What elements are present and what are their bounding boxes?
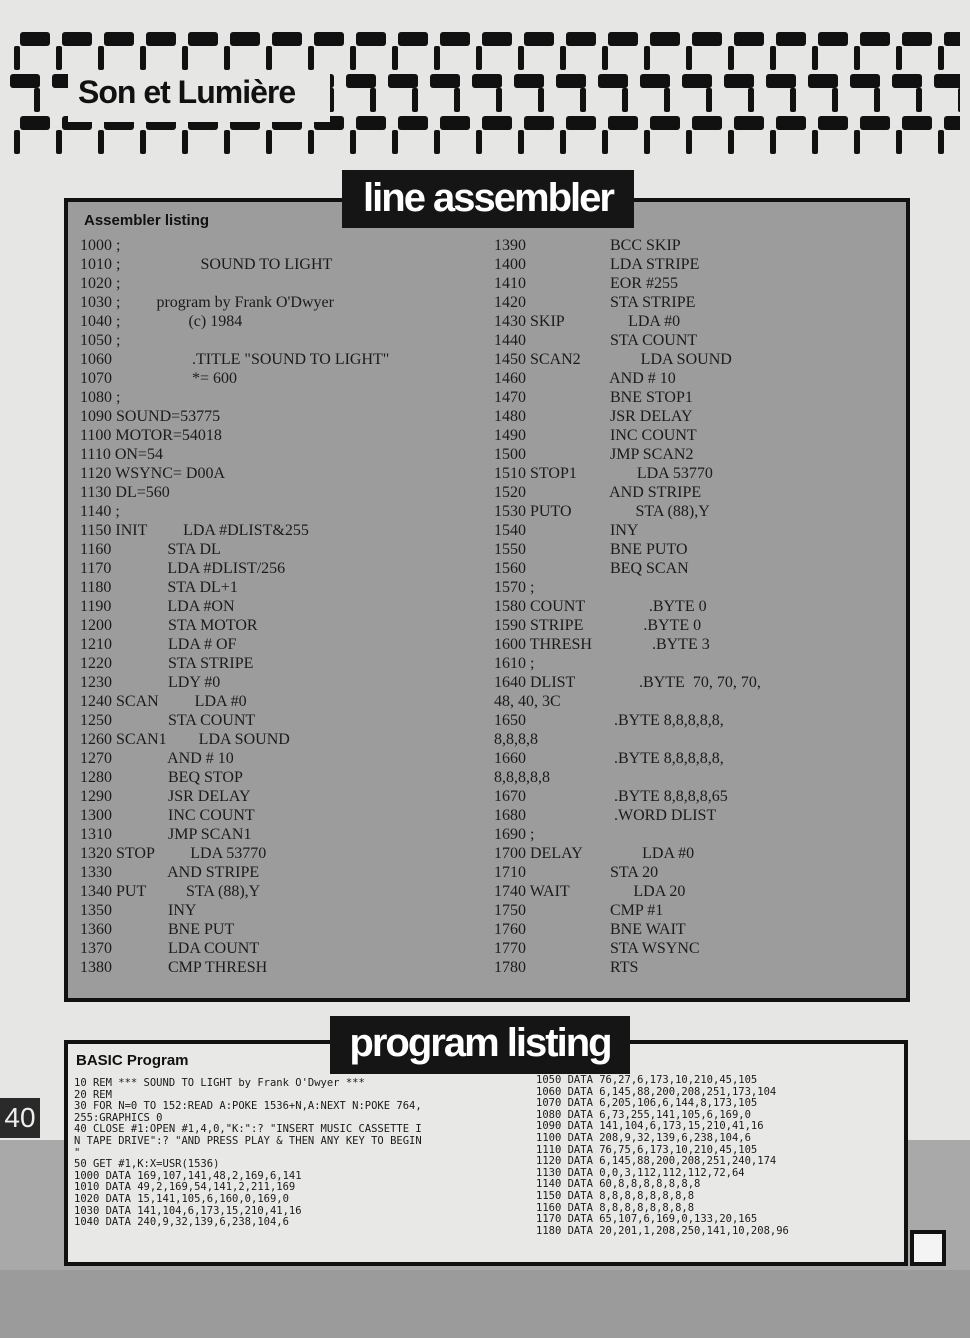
pattern-bar: [602, 130, 608, 154]
basic-line: 1000 DATA 169,107,141,48,2,169,6,141: [74, 1169, 302, 1182]
pattern-dash: [650, 32, 680, 46]
basic-line: 1110 DATA 76,75,6,173,10,210,45,105: [536, 1143, 758, 1156]
assembler-line: 1050 ;: [80, 332, 121, 349]
pattern-bar: [602, 46, 608, 70]
assembler-line: 1000 ;: [80, 237, 121, 254]
basic-line: 1170 DATA 65,107,6,169,0,133,20,165: [536, 1213, 758, 1226]
assembler-line: 8,8,8,8: [494, 731, 538, 748]
pattern-bar: [832, 88, 838, 112]
basic-line: 1070 DATA 6,205,106,6,144,8,173,105: [536, 1097, 758, 1110]
assembler-line: 48, 40, 3C: [494, 693, 561, 710]
pattern-dash: [482, 32, 512, 46]
pattern-bar: [350, 130, 356, 154]
pattern-bar: [686, 130, 692, 154]
pattern-bar: [854, 46, 860, 70]
assembler-line: 1150 INIT LDA #DLIST&255: [80, 522, 309, 539]
pattern-dash: [724, 74, 754, 88]
pattern-bar: [476, 130, 482, 154]
pattern-dash: [314, 32, 344, 46]
assembler-line: 1290 JSR DELAY: [80, 788, 251, 805]
page-title: Son et Lumière: [78, 74, 296, 110]
basic-line: 30 FOR N=0 TO 152:READ A:POKE 1536+N,A:NEXT N:POKE 764,: [74, 1100, 422, 1113]
pattern-dash: [860, 116, 890, 130]
assembler-line: 1510 STOP1 LDA 53770: [494, 465, 713, 482]
page-number: 40: [0, 1098, 40, 1138]
pattern-dash: [682, 74, 712, 88]
pattern-dash: [944, 32, 960, 46]
assembler-line: 1110 ON=54: [80, 446, 163, 463]
pattern-dash: [440, 116, 470, 130]
pattern-bar: [728, 46, 734, 70]
pattern-bar: [686, 46, 692, 70]
assembler-line: 1120 WSYNC= D00A: [80, 465, 226, 482]
assembler-line: 1140 ;: [80, 503, 120, 520]
header-title-box: [68, 70, 330, 122]
pattern-bar: [896, 46, 902, 70]
assembler-listing-right: [494, 236, 761, 977]
basic-line: 20 REM: [74, 1088, 112, 1101]
assembler-line: 1370 LDA COUNT: [80, 940, 260, 957]
basic-line: N TAPE DRIVE":? "AND PRESS PLAY & THEN ANY KEY TO BEGIN: [74, 1134, 422, 1147]
basic-line: 1050 DATA 76,27,6,173,10,210,45,105: [536, 1074, 758, 1086]
pattern-bar: [812, 46, 818, 70]
pattern-dash: [608, 116, 638, 130]
pattern-dash: [230, 32, 260, 46]
pattern-bar: [266, 46, 272, 70]
assembler-line: 1660 .BYTE 8,8,8,8,8,: [494, 750, 724, 767]
pattern-dash: [356, 32, 386, 46]
basic-label: BASIC Program: [76, 1052, 189, 1069]
pattern-bar: [958, 88, 960, 112]
assembler-line: 1210 LDA # OF: [80, 636, 237, 653]
basic-line: 255:GRAPHICS 0: [74, 1111, 163, 1124]
pattern-bar: [56, 46, 62, 70]
pattern-dash: [440, 32, 470, 46]
pattern-dash: [566, 116, 596, 130]
pattern-bar: [34, 88, 40, 112]
pattern-bar: [412, 88, 418, 112]
assembler-line: 1710 STA 20: [494, 864, 659, 881]
pattern-bar: [392, 46, 398, 70]
pattern-bar: [350, 46, 356, 70]
assembler-banner: line assembler: [342, 170, 634, 228]
pattern-bar: [518, 130, 524, 154]
pattern-dash: [388, 74, 418, 88]
pattern-bar: [182, 130, 188, 154]
basic-line: ": [74, 1146, 81, 1159]
pattern-dash: [514, 74, 544, 88]
pattern-bar: [896, 130, 902, 154]
basic-line: 1130 DATA 0,0,3,112,112,112,72,64: [536, 1166, 745, 1179]
assembler-line: 1030 ; program by Frank O'Dwyer: [80, 294, 334, 311]
pattern-dash: [62, 32, 92, 46]
pattern-bar: [370, 88, 376, 112]
assembler-line: 1020 ;: [80, 275, 121, 292]
pattern-bar: [140, 130, 146, 154]
pattern-dash: [524, 32, 554, 46]
basic-line: 1040 DATA 240,9,32,139,6,238,104,6: [74, 1216, 289, 1229]
assembler-line: 1520 AND STRIPE: [494, 484, 702, 501]
pattern-bar: [266, 130, 272, 154]
pattern-dash: [398, 32, 428, 46]
basic-line: 1180 DATA 20,201,1,208,250,141,10,208,96: [536, 1224, 789, 1237]
assembler-line: 1460 AND # 10: [494, 370, 676, 387]
assembler-line: 1060 .TITLE "SOUND TO LIGHT": [80, 351, 390, 368]
pattern-bar: [476, 46, 482, 70]
assembler-line: 1180 STA DL+1: [80, 579, 238, 596]
pattern-bar: [622, 88, 628, 112]
pattern-bar: [644, 130, 650, 154]
assembler-line: 1580 COUNT .BYTE 0: [494, 598, 707, 615]
assembler-line: 1530 PUTO STA (88),Y: [494, 503, 710, 520]
assembler-line: 1260 SCAN1 LDA SOUND: [80, 731, 290, 748]
assembler-line: 8,8,8,8,8: [494, 769, 550, 786]
pattern-dash: [430, 74, 460, 88]
assembler-line: 1470 BNE STOP1: [494, 389, 693, 406]
pattern-bar: [98, 130, 104, 154]
assembler-line: 1760 BNE WAIT: [494, 921, 686, 938]
assembler-line: 1330 AND STRIPE: [80, 864, 260, 881]
pattern-bar: [98, 46, 104, 70]
assembler-label: Assembler listing: [84, 212, 210, 229]
pattern-dash: [346, 74, 376, 88]
basic-line: 50 GET #1,K:X=USR(1536): [74, 1158, 220, 1171]
assembler-line: 1350 INY: [80, 902, 197, 919]
pattern-dash: [482, 116, 512, 130]
pattern-bar: [770, 130, 776, 154]
assembler-line: 1490 INC COUNT: [494, 427, 697, 444]
pattern-bar: [56, 130, 62, 154]
pattern-bar: [728, 130, 734, 154]
pattern-bar: [224, 46, 230, 70]
basic-listing-left: [74, 1078, 422, 1229]
assembler-line: 1550 BNE PUTO: [494, 541, 688, 558]
pattern-row: [20, 32, 960, 46]
assembler-line: 1480 JSR DELAY: [494, 408, 693, 425]
pattern-bar: [434, 130, 440, 154]
pattern-dash: [734, 116, 764, 130]
assembler-line: 1410 EOR #255: [494, 275, 678, 292]
assembler-line: 1310 JMP SCAN1: [80, 826, 252, 843]
pattern-dash: [934, 74, 960, 88]
basic-banner: program listing: [330, 1016, 630, 1074]
pattern-dash: [808, 74, 838, 88]
pattern-dash: [20, 32, 50, 46]
pattern-dash: [472, 74, 502, 88]
assembler-line: 1190 LDA #ON: [80, 598, 235, 615]
pattern-dash: [734, 32, 764, 46]
assembler-line: 1600 THRESH .BYTE 3: [494, 636, 710, 653]
basic-line: 1090 DATA 141,104,6,173,15,210,41,16: [536, 1120, 764, 1133]
basic-line: 1140 DATA 60,8,8,8,8,8,8,8: [536, 1178, 701, 1191]
end-mark-icon: [910, 1230, 946, 1266]
assembler-line: 1750 CMP #1: [494, 902, 664, 919]
assembler-line: 1270 AND # 10: [80, 750, 234, 767]
pattern-dash: [640, 74, 670, 88]
pattern-dash: [398, 116, 428, 130]
assembler-line: 1640 DLIST .BYTE 70, 70, 70,: [494, 674, 761, 691]
assembler-line: 1430 SKIP LDA #0: [494, 313, 681, 330]
assembler-listing-left: [80, 236, 389, 977]
assembler-line: 1340 PUT STA (88),Y: [80, 883, 261, 900]
assembler-line: 1320 STOP LDA 53770: [80, 845, 267, 862]
pattern-bar: [538, 88, 544, 112]
assembler-line: 1440 STA COUNT: [494, 332, 698, 349]
pattern-dash: [902, 116, 932, 130]
pattern-bar: [770, 46, 776, 70]
assembler-line: 1040 ; (c) 1984: [80, 313, 243, 330]
pattern-bar: [854, 130, 860, 154]
basic-line: 1160 DATA 8,8,8,8,8,8,8,8: [536, 1201, 695, 1214]
assembler-line: 1690 ;: [494, 826, 535, 843]
pattern-dash: [818, 32, 848, 46]
pattern-bar: [560, 46, 566, 70]
assembler-line: 1670 .BYTE 8,8,8,8,65: [494, 788, 728, 805]
pattern-bar-row: [14, 130, 944, 158]
assembler-line: 1100 MOTOR=54018: [80, 427, 222, 444]
assembler-line: 1280 BEQ STOP: [80, 769, 243, 786]
pattern-bar: [812, 130, 818, 154]
pattern-dash: [524, 116, 554, 130]
pattern-bar: [308, 46, 314, 70]
assembler-line: 1010 ; SOUND TO LIGHT: [80, 256, 333, 273]
pattern-dash: [20, 116, 50, 130]
pattern-bar: [518, 46, 524, 70]
assembler-line: 1300 INC COUNT: [80, 807, 255, 824]
pattern-dash: [692, 116, 722, 130]
assembler-line: 1360 BNE PUT: [80, 921, 235, 938]
pattern-bar: [454, 88, 460, 112]
assembler-line: 1420 STA STRIPE: [494, 294, 696, 311]
pattern-dash: [356, 116, 386, 130]
pattern-dash: [818, 116, 848, 130]
pattern-bar: [308, 130, 314, 154]
pattern-dash: [188, 32, 218, 46]
assembler-line: 1070 *= 600: [80, 370, 238, 387]
pattern-dash: [650, 116, 680, 130]
pattern-dash: [104, 32, 134, 46]
basic-listing-right: [536, 1075, 789, 1237]
pattern-dash: [850, 74, 880, 88]
assembler-line: 1650 .BYTE 8,8,8,8,8,: [494, 712, 724, 729]
assembler-line: 1160 STA DL: [80, 541, 221, 558]
pattern-bar: [140, 46, 146, 70]
pattern-bar: [580, 88, 586, 112]
pattern-bar: [182, 46, 188, 70]
basic-line: 1060 DATA 6,145,88,200,208,251,173,104: [536, 1085, 777, 1098]
assembler-line: 1700 DELAY LDA #0: [494, 845, 695, 862]
assembler-line: 1390 BCC SKIP: [494, 237, 681, 254]
assembler-line: 1090 SOUND=53775: [80, 408, 221, 425]
pattern-bar: [748, 88, 754, 112]
pattern-dash: [902, 32, 932, 46]
basic-line: 1080 DATA 6,73,255,141,105,6,169,0: [536, 1108, 751, 1121]
pattern-dash: [10, 74, 40, 88]
pattern-dash: [556, 74, 586, 88]
assembler-line: 1200 STA MOTOR: [80, 617, 258, 634]
pattern-dash: [776, 32, 806, 46]
pattern-dash: [892, 74, 922, 88]
assembler-line: 1380 CMP THRESH: [80, 959, 268, 976]
assembler-line: 1450 SCAN2 LDA SOUND: [494, 351, 732, 368]
assembler-line: 1130 DL=560: [80, 484, 170, 501]
basic-line: 10 REM *** SOUND TO LIGHT by Frank O'Dwyer ***: [74, 1077, 365, 1089]
pattern-dash: [766, 74, 796, 88]
assembler-line: 1170 LDA #DLIST/256: [80, 560, 286, 577]
pattern-bar: [224, 130, 230, 154]
pattern-dash: [146, 32, 176, 46]
basic-line: 1030 DATA 141,104,6,173,15,210,41,16: [74, 1204, 302, 1217]
pattern-bar: [874, 88, 880, 112]
pattern-bar: [560, 130, 566, 154]
assembler-line: 1230 LDY #0: [80, 674, 221, 691]
pattern-bar: [14, 130, 20, 154]
basic-line: 1150 DATA 8,8,8,8,8,8,8,8: [536, 1189, 695, 1202]
assembler-line: 1740 WAIT LDA 20: [494, 883, 686, 900]
pattern-bar: [392, 130, 398, 154]
assembler-line: 1590 STRIPE .BYTE 0: [494, 617, 702, 634]
pattern-bar: [790, 88, 796, 112]
pattern-bar: [706, 88, 712, 112]
assembler-line: 1400 LDA STRIPE: [494, 256, 700, 273]
basic-line: 1010 DATA 49,2,169,54,141,2,211,169: [74, 1181, 296, 1194]
pattern-dash: [692, 32, 722, 46]
assembler-line: 1250 STA COUNT: [80, 712, 256, 729]
pattern-bar: [434, 46, 440, 70]
pattern-bar: [916, 88, 922, 112]
pattern-bar: [938, 46, 944, 70]
assembler-line: 1220 STA STRIPE: [80, 655, 254, 672]
assembler-line: 1540 INY: [494, 522, 639, 539]
basic-line: 1120 DATA 6,145,88,200,208,251,240,174: [536, 1155, 777, 1168]
pattern-bar: [664, 88, 670, 112]
basic-line: 40 CLOSE #1:OPEN #1,4,0,"K:":? "INSERT MUSIC CASSETTE I: [74, 1123, 422, 1136]
pattern-dash: [860, 32, 890, 46]
pattern-dash: [776, 116, 806, 130]
assembler-line: 1570 ;: [494, 579, 535, 596]
assembler-line: 1080 ;: [80, 389, 121, 406]
background-band-bottom: [0, 1270, 970, 1338]
pattern-dash: [608, 32, 638, 46]
assembler-line: 1500 JMP SCAN2: [494, 446, 694, 463]
assembler-line: 1610 ;: [494, 655, 535, 672]
assembler-line: 1240 SCAN LDA #0: [80, 693, 247, 710]
pattern-dash: [272, 32, 302, 46]
basic-line: 1020 DATA 15,141,105,6,160,0,169,0: [74, 1192, 289, 1205]
pattern-dash: [598, 74, 628, 88]
assembler-line: 1780 RTS: [494, 959, 639, 976]
pattern-bar: [938, 130, 944, 154]
pattern-dash: [944, 116, 960, 130]
pattern-dash: [566, 32, 596, 46]
pattern-bar: [496, 88, 502, 112]
assembler-line: 1560 BEQ SCAN: [494, 560, 689, 577]
assembler-line: 1770 STA WSYNC: [494, 940, 700, 957]
assembler-line: 1680 .WORD DLIST: [494, 807, 717, 824]
basic-line: 1100 DATA 208,9,32,139,6,238,104,6: [536, 1131, 751, 1144]
pattern-bar: [644, 46, 650, 70]
pattern-bar: [14, 46, 20, 70]
